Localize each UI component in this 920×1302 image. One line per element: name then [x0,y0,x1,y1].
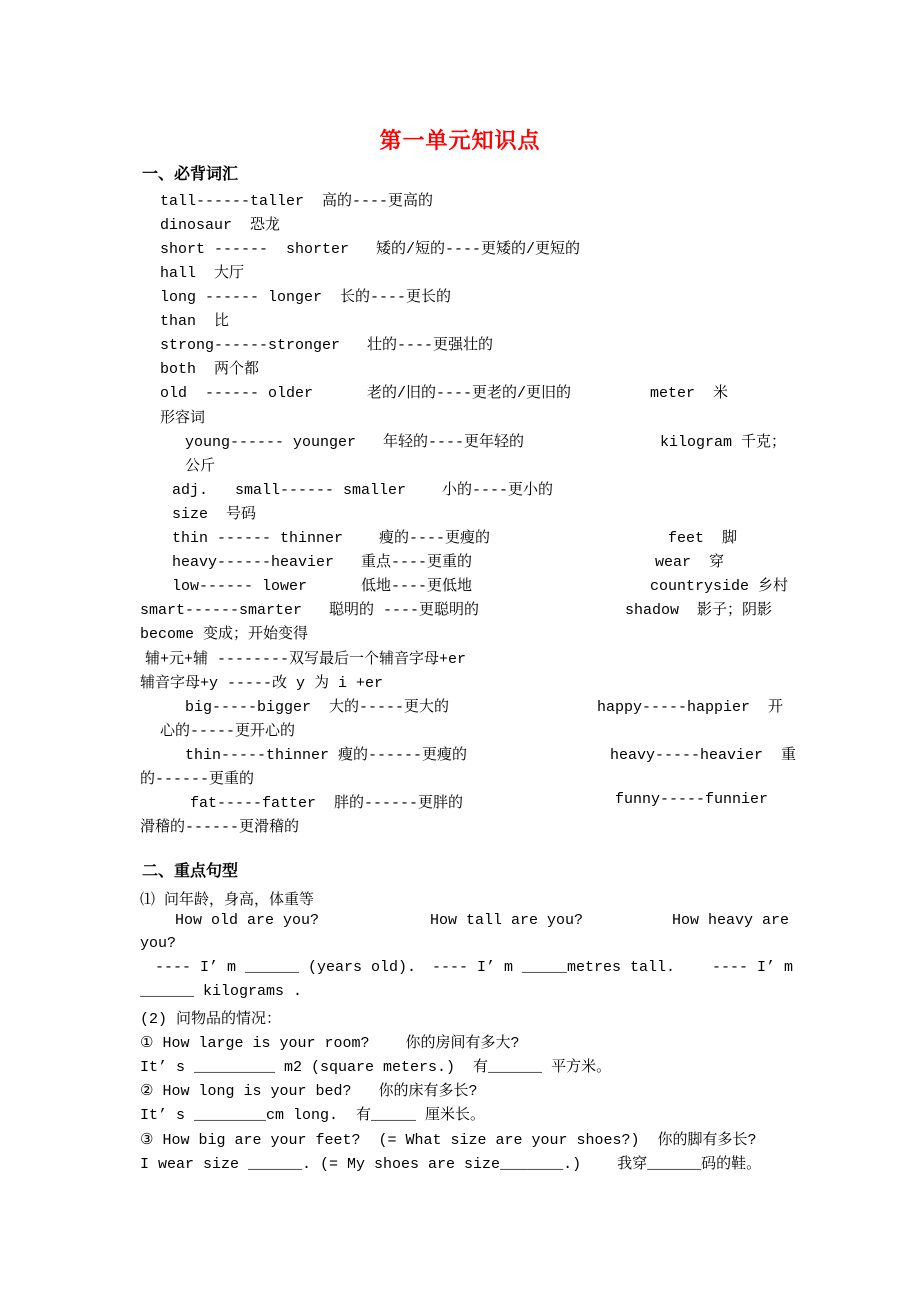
text-line [0,574,920,596]
document-title: 第一单元知识点 [379,128,541,153]
text-line [0,743,920,765]
text-segment: 一、必背词汇 [142,166,239,183]
text-segment: thin ------ thinner 瘦的----更瘦的 [172,530,491,547]
text-segment: old ------ older 老的/旧的----更老的/更旧的 [160,385,572,402]
text-segment: ---- I’ m ______ (years old). [155,959,417,976]
text-segment: 滑稽的------更滑稽的 [140,819,300,836]
text-segment: I wear size ______. (= My shoes are size_______.) 我穿______码的鞋。 [140,1156,762,1173]
text-segment: young------ younger 年轻的----更年轻的 [185,434,525,451]
text-line [0,888,920,910]
text-segment: How heavy are [672,912,790,929]
text-segment: both 两个都 [160,361,260,378]
text-line [0,502,920,524]
text-segment: 的------更重的 [140,771,255,788]
text-segment: funny-----funnier [615,791,769,808]
text-line [0,791,920,813]
text-segment: kilogram 千克； [660,434,787,451]
text-line [0,647,920,669]
text-line [0,1055,920,1077]
text-line [0,261,920,283]
text-line [0,526,920,548]
text-segment: It’ s ________cm long. 有_____ 厘米长。 [140,1107,486,1124]
text-line [0,285,920,307]
text-line [0,695,920,717]
text-line [0,189,920,211]
text-segment: heavy------heavier 重点----更重的 [172,554,473,571]
text-line [0,622,920,644]
text-segment: dinosaur 恐龙 [160,217,281,234]
text-segment: shadow 影子；阴影 [625,602,773,619]
text-segment: 辅+元+辅 --------双写最后一个辅音字母+er [145,651,467,668]
text-segment: It’ s _________ m2 (square meters.) 有______ 平方米。 [140,1059,612,1076]
text-line [0,357,920,379]
text-segment: thin-----thinner 瘦的------更瘦的 [185,747,468,764]
text-segment: long ------ longer 长的----更长的 [160,289,452,306]
text-segment: you? [140,935,177,952]
text-segment: 公斤 [185,458,216,475]
text-segment: happy-----happier 开 [597,699,784,716]
text-segment: heavy-----heavier 重 [610,747,797,764]
text-line [0,550,920,572]
text-segment: tall------taller 高的----更高的 [160,193,434,210]
text-line [0,815,920,837]
text-segment: feet 脚 [668,530,738,547]
text-line [0,1031,920,1053]
text-line [0,478,920,500]
text-segment: adj. small------ smaller 小的----更小的 [172,482,554,499]
text-line [0,333,920,355]
text-segment: ② How long is your bed? 你的床有多长? [140,1083,478,1100]
text-segment: become 变成；开始变得 [140,626,309,643]
text-line [0,983,920,1005]
text-line [0,406,920,428]
section-heading-sentences [0,858,920,880]
text-line [0,213,920,235]
text-line [0,1103,920,1125]
text-segment: low------ lower 低地----更低地 [172,578,473,595]
text-segment: 二、重点句型 [142,863,239,880]
text-segment: short ------ shorter 矮的/短的----更矮的/更短的 [160,241,581,258]
text-line [0,430,920,452]
text-line [0,959,920,981]
text-segment: strong------stronger 壮的----更强壮的 [160,337,494,354]
text-segment: ⑴ 问年龄，身高，体重等 [140,892,315,909]
text-line [0,309,920,331]
text-segment: ---- I’ m _____metres tall. [432,959,676,976]
text-line [0,1152,920,1174]
section-heading-vocab [0,161,920,183]
text-segment: wear 穿 [655,554,725,571]
text-line [0,237,920,259]
text-segment: ---- I’ m [712,959,794,976]
text-line [0,935,920,957]
text-line [0,454,920,476]
text-segment: big-----bigger 大的-----更大的 [185,699,450,716]
text-segment: How tall are you? [430,912,584,929]
text-line [0,767,920,789]
text-segment: hall 大厅 [160,265,245,282]
text-segment: ③ How big are your feet? (= What size are your shoes?) 你的脚有多长? [140,1132,757,1149]
text-segment: 形容词 [160,410,206,427]
text-segment: size 号码 [172,506,257,523]
text-segment: ______ kilograms . [140,983,303,1000]
text-segment: fat-----fatter 胖的------更胖的 [190,795,464,812]
text-line [0,912,920,934]
text-segment: than 比 [160,313,230,330]
text-segment: ① How large is your room? 你的房间有多大? [140,1035,520,1052]
text-segment: 辅音字母+y -----改 y 为 i +er [140,675,384,692]
text-segment: How old are you? [175,912,320,929]
text-line [0,1007,920,1029]
text-line [0,719,920,741]
text-segment: countryside 乡村 [650,578,789,595]
text-segment: smart------smarter 聪明的 ----更聪明的 [140,602,480,619]
text-segment: 心的-----更开心的 [160,723,296,740]
text-line [0,1079,920,1101]
text-line [0,1128,920,1150]
text-line [0,598,920,620]
text-segment: (2) 问物品的情况： [140,1011,282,1028]
text-line [0,381,920,403]
text-line [0,671,920,693]
text-segment: meter 米 [650,385,729,402]
